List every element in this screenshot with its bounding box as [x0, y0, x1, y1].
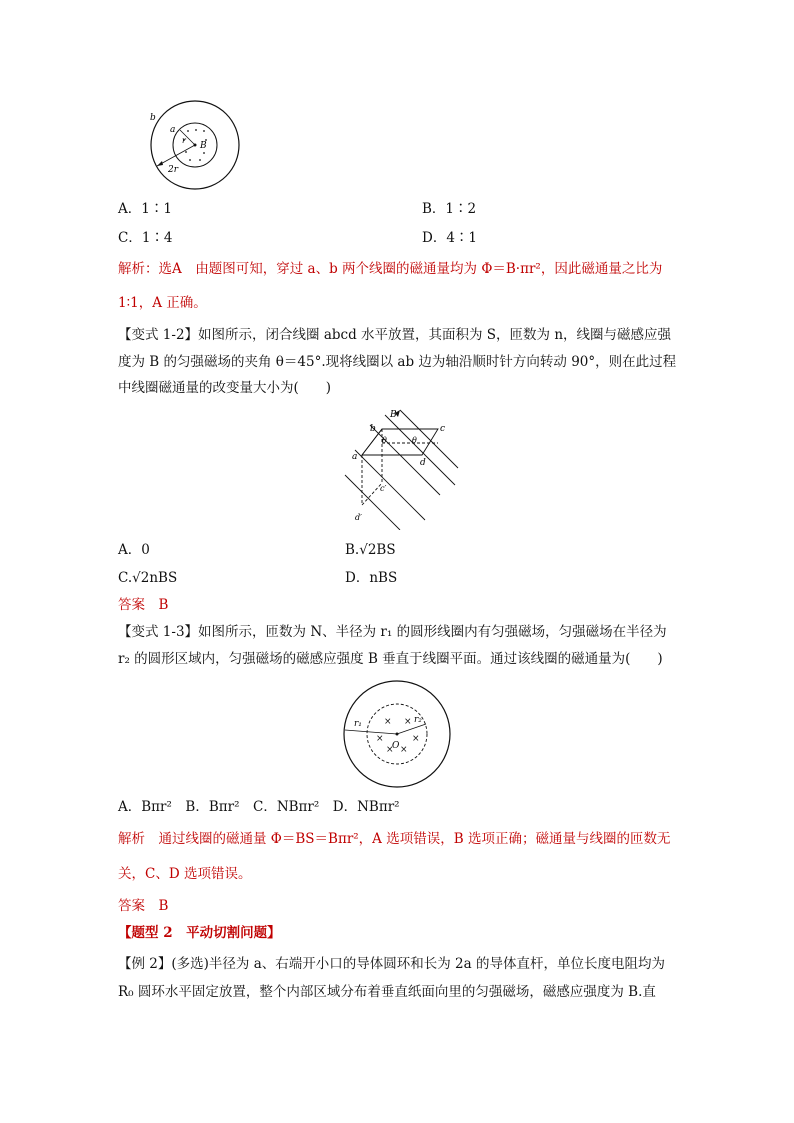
figure-rotating-coil — [340, 405, 460, 530]
option-b: B．1∶2 — [422, 201, 477, 217]
label-2r: 2r — [168, 165, 179, 175]
v12-option-a: A．0 — [118, 542, 150, 558]
v13-answer: 答案 B — [118, 898, 169, 914]
v13-solution-line-2: 关，C、D 选项错误。 — [118, 866, 252, 882]
variant-1-3-line-1: 【变式 1-3】如图所示，匝数为 N、半径为 r₁ 的圆形线圈内有匀强磁场，匀强磁场在半径为 — [118, 624, 667, 640]
label-c: c — [440, 424, 446, 434]
label-B: B — [200, 141, 207, 151]
label-b: b — [150, 113, 156, 123]
option-d: D．4∶1 — [422, 230, 478, 246]
svg-text:×: × — [376, 734, 384, 744]
svg-text:×: × — [400, 745, 408, 755]
label-c-prime: c′ — [380, 484, 387, 493]
svg-text:×: × — [384, 717, 392, 727]
label-a: a — [352, 452, 358, 462]
label-theta-1: θ — [382, 436, 387, 445]
label-O: O — [392, 741, 400, 751]
v12-option-c: C.√2nBS — [118, 570, 178, 586]
variant-1-2-line-1: 【变式 1-2】如图所示，闭合线圈 abcd 水平放置，其面积为 S，匝数为 n，线圈与磁感应强 — [118, 327, 672, 343]
solution-line-2: 1∶1，A 正确。 — [118, 295, 207, 311]
variant-1-2-line-3: 中线圈磁通量的改变量大小为( ) — [118, 380, 332, 396]
label-b: b — [370, 424, 376, 434]
v13-solution-line-1: 解析 通过线圈的磁通量 Φ＝BS＝Bπr²，A 选项错误，B 选项正确；磁通量与线圈的匝数无 — [118, 831, 671, 847]
label-theta-2: θ — [412, 436, 417, 445]
v12-answer: 答案 B — [118, 597, 169, 613]
v13-options: A．Bπr² B．Bπr² C．NBπr² D．NBπr² — [118, 799, 400, 815]
label-r: r — [182, 136, 186, 145]
svg-text:×: × — [386, 745, 394, 755]
label-B: B — [390, 410, 397, 420]
label-a: a — [170, 125, 176, 135]
v12-option-b: B.√2BS — [345, 542, 396, 558]
variant-1-2-line-2: 度为 B 的匀强磁场的夹角 θ＝45°.现将线圈以 ab 边为轴沿顺时针方向转动 90°，则在此过程 — [118, 354, 677, 370]
variant-1-3-line-2: r₂ 的圆形区域内，匀强磁场的磁感应强度 B 垂直于线圈平面。通过该线圈的磁通量为( ) — [118, 651, 663, 667]
label-d: d — [420, 458, 426, 468]
label-d-prime: d′ — [355, 513, 362, 522]
figure-circular-field — [342, 678, 452, 790]
option-c: C．1∶4 — [118, 230, 173, 246]
svg-text:×: × — [412, 734, 420, 744]
solution-line-1: 解析：选A 由题图可知，穿过 a、b 两个线圈的磁通量均为 Φ＝B·πr²，因此磁通量之比为 — [118, 261, 663, 277]
figure-concentric-coils — [140, 100, 250, 200]
label-r1: r₁ — [354, 719, 362, 729]
svg-text:×: × — [404, 717, 412, 727]
type-2-heading: 【题型 2 平动切割问题】 — [118, 925, 281, 941]
v12-option-d: D．nBS — [345, 570, 398, 586]
option-a: A．1∶1 — [118, 201, 172, 217]
example-2-line-2: R₀ 圆环水平固定放置，整个内部区域分布着垂直纸面向里的匀强磁场，磁感应强度为 B.直 — [118, 984, 656, 1000]
example-2-line-1: 【例 2】(多选)半径为 a、右端开小口的导体圆环和长为 2a 的导体直杆，单位长度电阻均为 — [118, 956, 665, 972]
label-r2: r₂ — [414, 715, 422, 725]
